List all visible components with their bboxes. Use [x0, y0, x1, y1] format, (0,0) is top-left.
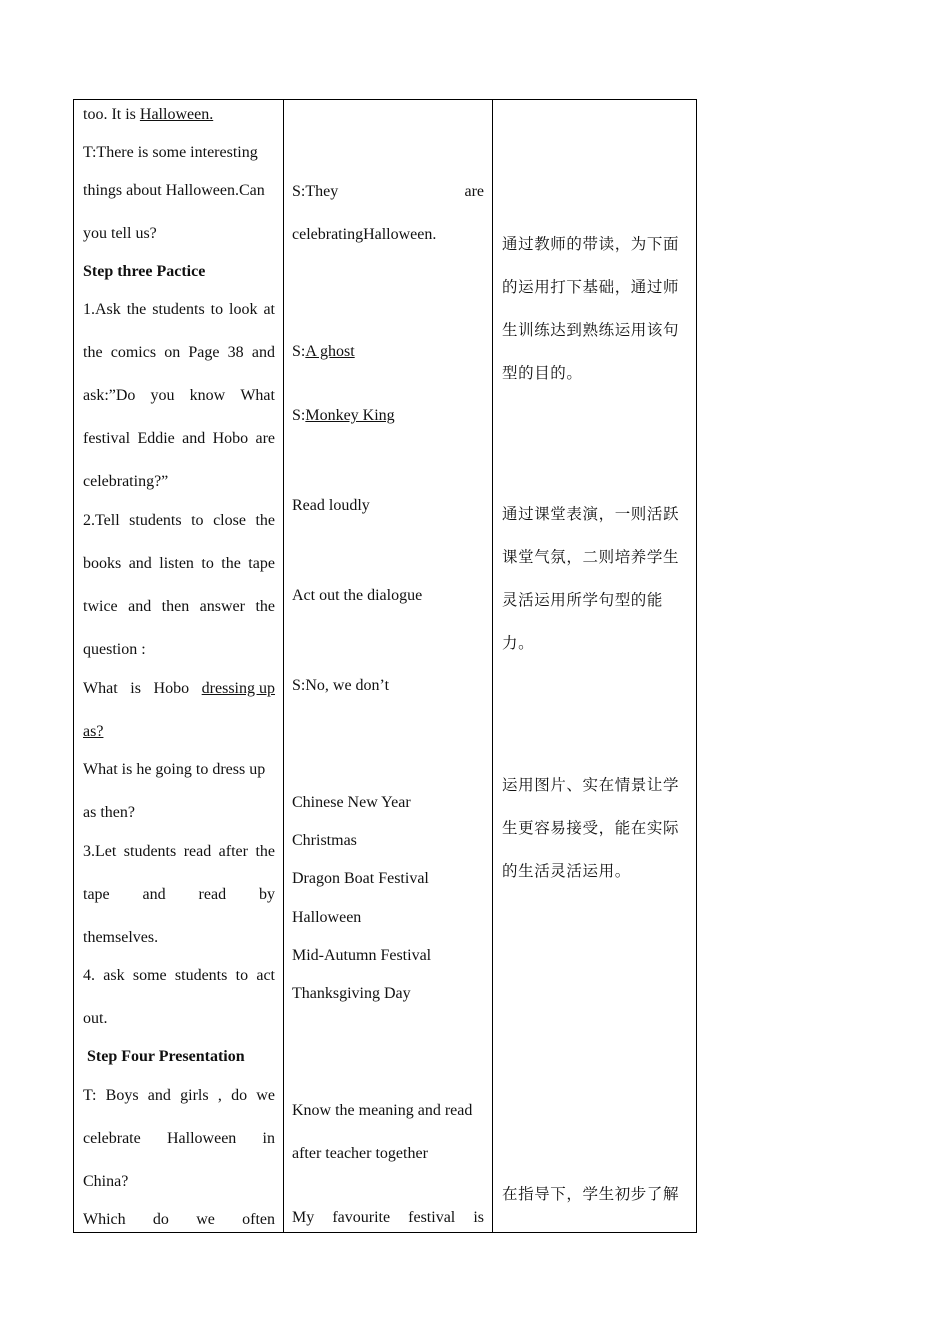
teacher-line: question : [83, 641, 146, 658]
word: 2.Tell [83, 512, 120, 529]
teacher-line: too. It is Halloween. [83, 106, 214, 123]
word: listen [159, 555, 194, 572]
student-line [292, 1208, 484, 1228]
word: , [217, 1087, 222, 1104]
word: is [130, 680, 141, 697]
word: students [152, 301, 205, 318]
note-line: 课堂气氛，二则培养学生 [502, 548, 680, 566]
note-line: 运用图片、实在情景让学 [502, 776, 680, 794]
word: books [83, 555, 122, 572]
word: to [210, 301, 224, 318]
teacher-line: themselves. [83, 929, 159, 946]
word: celebrate [83, 1130, 141, 1147]
word: the [221, 555, 241, 572]
word: then [161, 598, 190, 615]
word: on [164, 344, 181, 361]
word: Hobo [153, 680, 190, 697]
word: the [126, 301, 147, 318]
word: often [242, 1211, 275, 1228]
word: Boys [105, 1087, 139, 1104]
word: answer [199, 598, 245, 615]
festival-item: Halloween [292, 909, 362, 926]
word: to [201, 555, 214, 572]
student-line: celebratingHalloween. [292, 226, 437, 243]
word: Eddie [137, 430, 175, 447]
word: 1.Ask [83, 301, 121, 318]
word: and [128, 555, 152, 572]
word: Hobo [212, 430, 249, 447]
festival-item: Chinese New Year [292, 794, 411, 811]
lesson-plan-table [73, 99, 697, 1233]
word: What [83, 680, 118, 697]
teacher-line [83, 1210, 275, 1230]
word: twice [83, 598, 118, 615]
teacher-line [83, 386, 275, 406]
festival-item: Christmas [292, 832, 357, 849]
note-line: 型的目的。 [502, 364, 583, 382]
student-line: Act out the dialogue [292, 587, 423, 604]
word: is [473, 1209, 484, 1226]
teacher-line [83, 842, 275, 862]
teacher-line: things about Halloween.Can [83, 182, 265, 199]
student-line: Know the meaning and read [292, 1102, 473, 1119]
word: Which [83, 1211, 126, 1228]
word: and [251, 344, 275, 361]
word: and [147, 1087, 171, 1104]
word: 3.Let [83, 843, 117, 860]
note-line: 力。 [502, 634, 535, 652]
word: after [218, 843, 248, 860]
word: tape [248, 555, 275, 572]
word: do [231, 1087, 248, 1104]
word: the [255, 598, 275, 615]
word: to [235, 967, 249, 984]
word: by [258, 886, 275, 903]
teacher-line: China? [83, 1173, 129, 1190]
teacher-line: you tell us? [83, 225, 157, 242]
word: favourite [332, 1209, 391, 1226]
step-heading: Step Four Presentation [87, 1048, 245, 1065]
word: ask [103, 967, 125, 984]
word: the [255, 843, 275, 860]
student-line: S:No, we don’t [292, 677, 390, 694]
note-line: 灵活运用所学句型的能 [502, 591, 664, 609]
word: S:They [292, 183, 339, 200]
word: and [142, 886, 166, 903]
teacher-line [83, 1086, 275, 1106]
teacher-line [83, 300, 275, 320]
word: to [191, 512, 204, 529]
word: comics [110, 344, 157, 361]
column-divider [283, 100, 284, 1232]
word: read [183, 843, 212, 860]
word: Halloween [166, 1130, 237, 1147]
student-line: after teacher together [292, 1145, 428, 1162]
note-line: 在指导下，学生初步了解 [502, 1185, 680, 1203]
teacher-line: as? [83, 723, 104, 740]
note-line: 通过课堂表演，一则活跃 [502, 505, 680, 523]
note-line: 的运用打下基础，通过师 [502, 278, 680, 296]
note-line: 通过教师的带读，为下面 [502, 235, 680, 253]
word: we [196, 1211, 215, 1228]
festival-item: Thanksgiving Day [292, 985, 411, 1002]
word: What [240, 387, 275, 404]
word: and [128, 598, 152, 615]
word: the [255, 512, 275, 529]
word: Page [188, 344, 220, 361]
teacher-line: out. [83, 1010, 108, 1027]
word: festival [408, 1209, 456, 1226]
teacher-line: What is Hobo dressing up [83, 680, 275, 697]
word: are [255, 430, 275, 447]
teacher-line: celebrating?” [83, 473, 169, 490]
teacher-line [83, 511, 275, 531]
word: you [150, 387, 175, 404]
word: some [132, 967, 167, 984]
note-line: 的生活灵活运用。 [502, 862, 631, 880]
note-line: 生训练达到熟练运用该句 [502, 321, 680, 339]
word: students [123, 843, 177, 860]
word: festival [83, 430, 131, 447]
teacher-line [83, 554, 275, 574]
word: 38 [227, 344, 244, 361]
teacher-line [83, 597, 275, 617]
word: we [256, 1087, 275, 1104]
word: at [263, 301, 275, 318]
teacher-line: as then? [83, 804, 135, 821]
word: 4. [83, 967, 95, 984]
student-line: S:Monkey King [292, 407, 395, 424]
word: T: [83, 1087, 97, 1104]
festival-item: Mid-Autumn Festival [292, 947, 432, 964]
word: look [229, 301, 258, 318]
word: do [152, 1211, 169, 1228]
word: act [256, 967, 275, 984]
word: know [189, 387, 226, 404]
teacher-line [83, 1129, 275, 1149]
word: students [129, 512, 182, 529]
student-line [292, 182, 484, 202]
word: the [83, 344, 103, 361]
word: close [213, 512, 246, 529]
word: in [262, 1130, 275, 1147]
word: ask:”Do [83, 387, 136, 404]
teacher-line: T:There is some interesting [83, 144, 258, 161]
word: My [292, 1209, 315, 1226]
column-divider [492, 100, 493, 1232]
word: students [174, 967, 228, 984]
note-line: 生更容易接受，能在实际 [502, 819, 680, 837]
festival-item: Dragon Boat Festival [292, 870, 429, 887]
word: girls [180, 1087, 209, 1104]
student-line: Read loudly [292, 497, 370, 514]
teacher-line [83, 429, 275, 449]
teacher-line [83, 343, 275, 363]
word: and [182, 430, 206, 447]
word: are [464, 183, 484, 200]
word: tape [83, 886, 110, 903]
teacher-line [83, 885, 275, 905]
step-heading: Step three Pactice [83, 263, 206, 280]
teacher-line [83, 966, 275, 986]
teacher-line: What is he going to dress up [83, 761, 266, 778]
word: read [198, 886, 227, 903]
student-line: S:A ghost [292, 343, 355, 360]
